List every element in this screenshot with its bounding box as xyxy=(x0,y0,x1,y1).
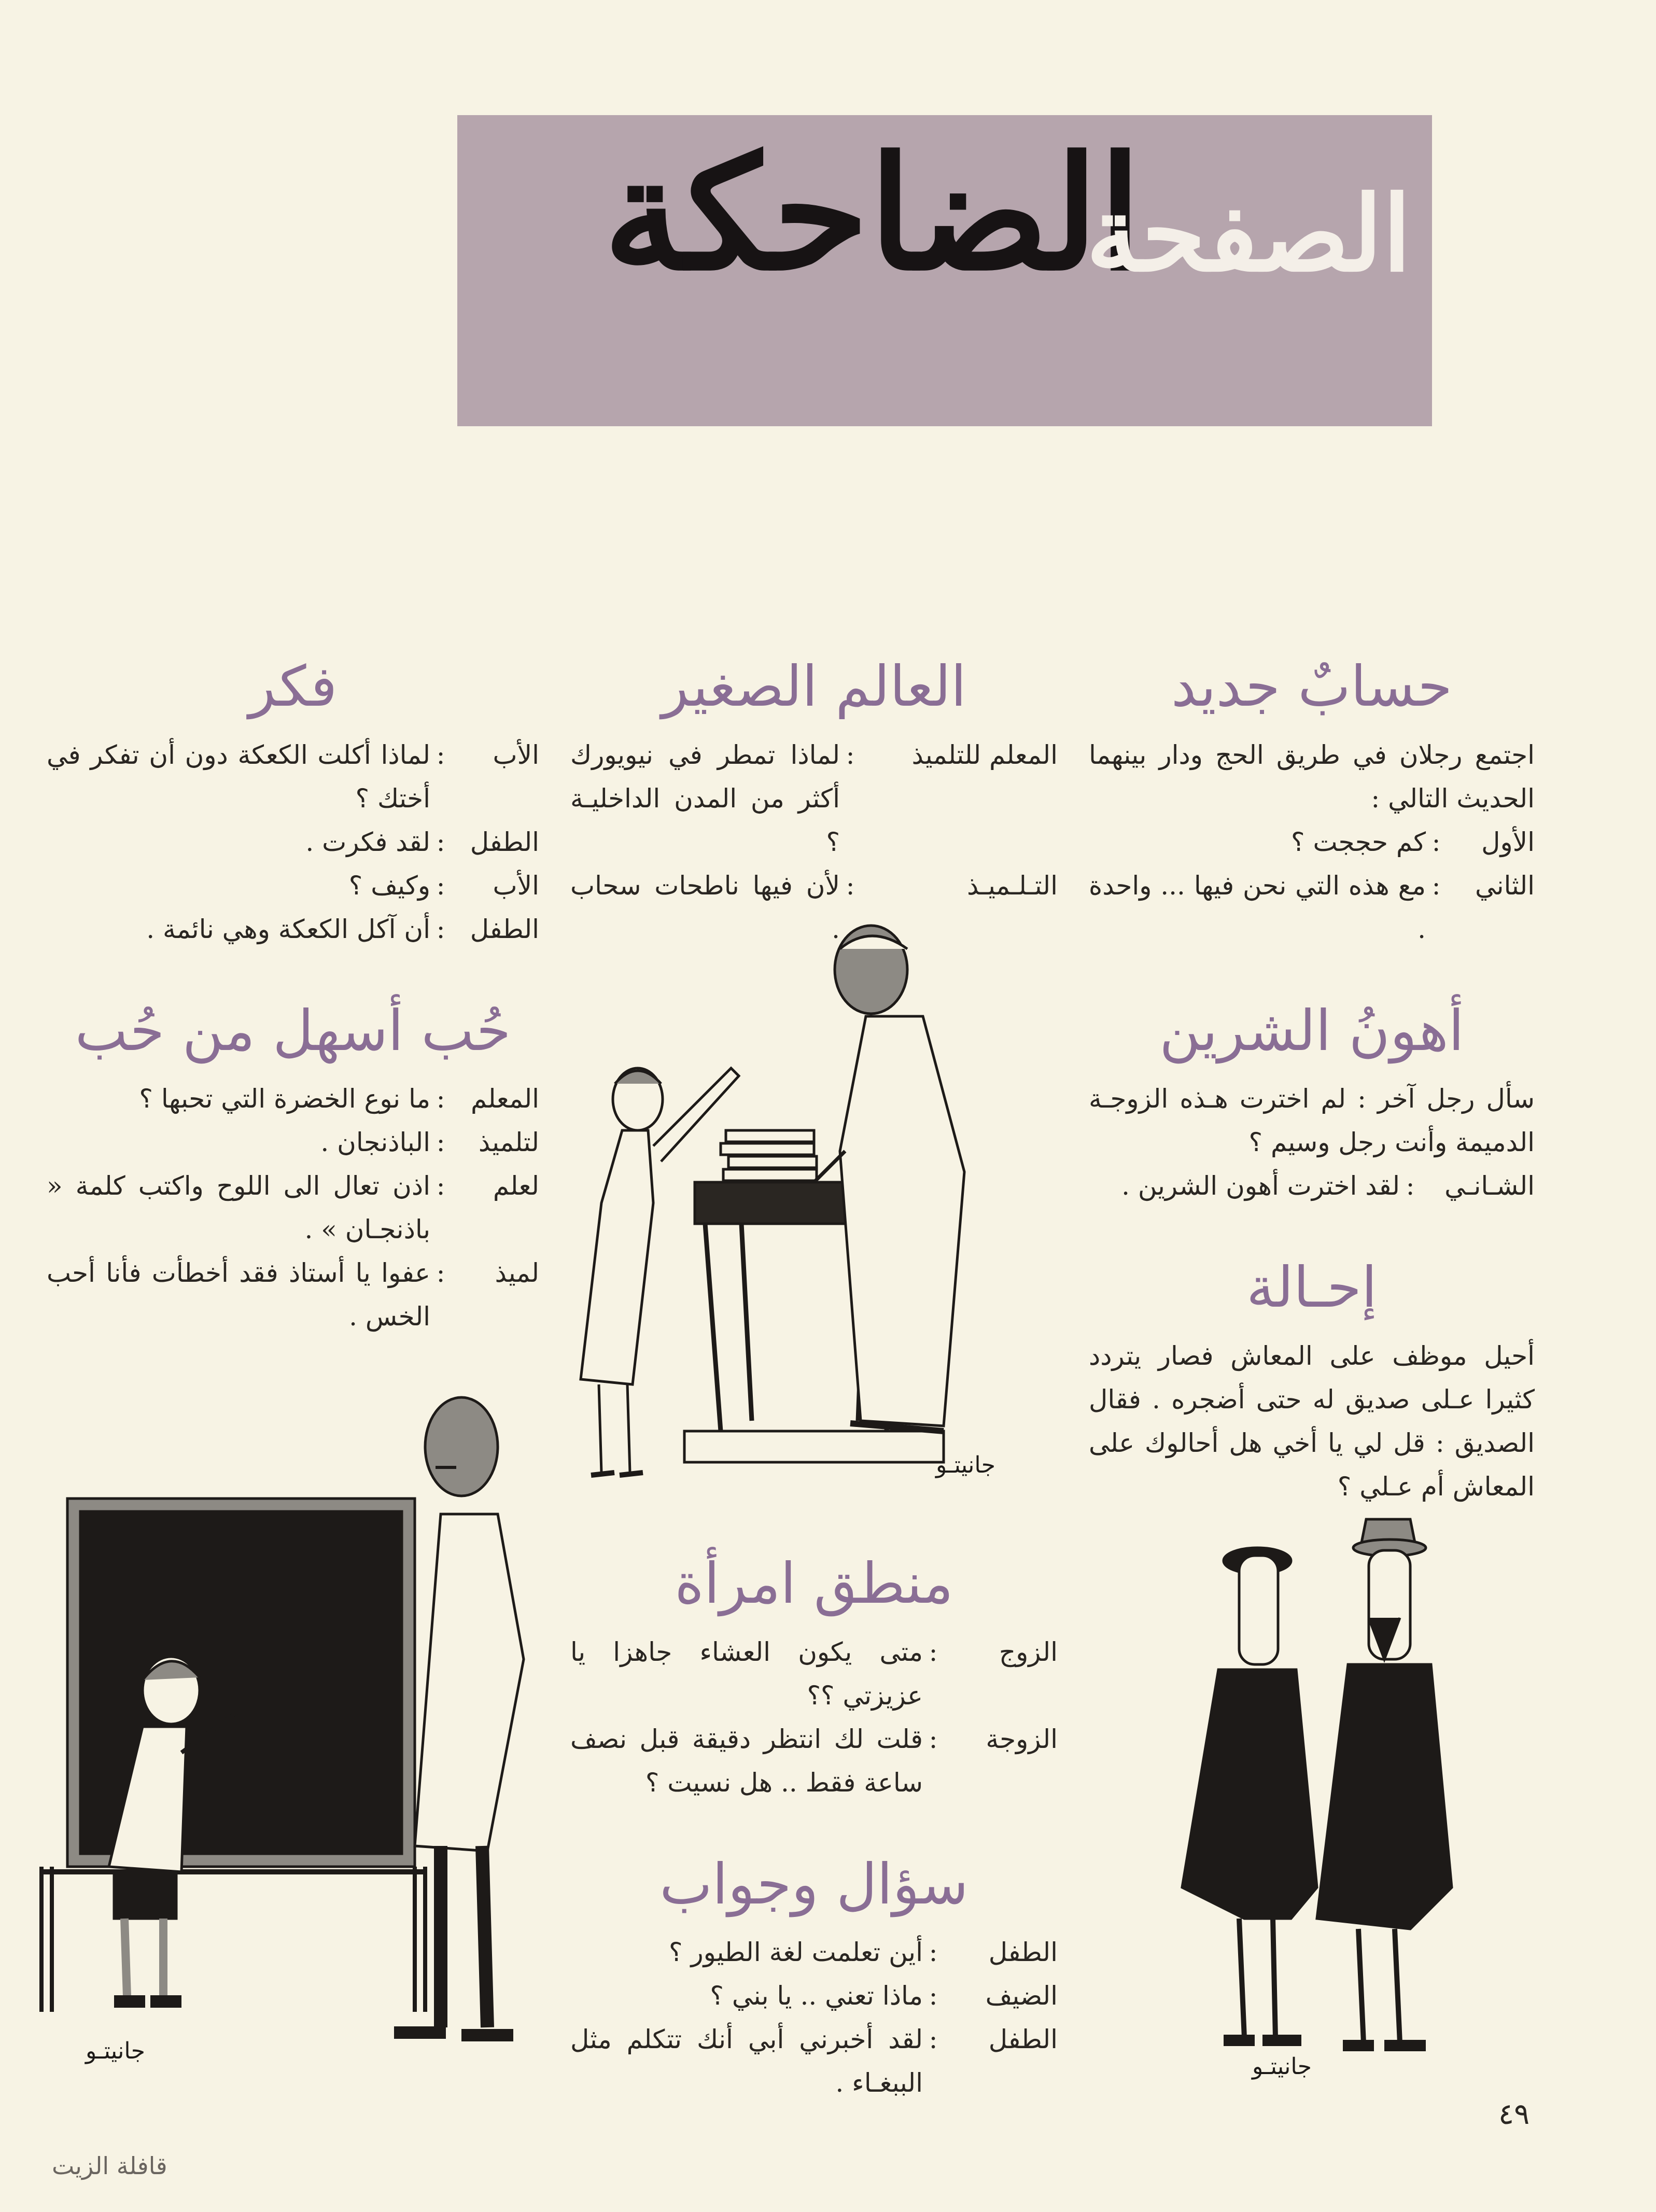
utterance: عفوا يا أستاذ فقد أخطأت فأنا أحب الخس . xyxy=(47,1258,430,1332)
section-ahwan xyxy=(1089,998,1535,1208)
section-sual xyxy=(570,1851,1058,2105)
dialogue-line: لتلميذ : الباذنجان . xyxy=(47,1121,539,1164)
speaker: الشـانـي xyxy=(1444,1171,1535,1201)
ihala-text: أحيل موظف على المعاش فصار يتردد كثيرا عـلى صديق له حتى أضجره . فقال الصديق : قل لي يا أخي هل أحالوك على المعاش أم عـلي ؟ xyxy=(1089,1340,1535,1502)
cartoon-teacher-desk xyxy=(570,913,1037,1499)
right-column xyxy=(1089,653,1535,1555)
dialogue-line: الأب : لماذا أكلت الكعكة دون أن تفكر في أختك ؟ xyxy=(47,733,539,820)
section-mantiq xyxy=(570,1550,1058,1804)
speaker: الضيف xyxy=(985,1981,1058,2011)
dialogue-line: التـلـميـذ : لأن فيها ناطحات سحاب . xyxy=(570,864,1058,951)
heading-ahwan: أهونُ الشرين xyxy=(1159,998,1464,1063)
cartoon-blackboard xyxy=(31,1390,550,2064)
speaker: الطفل xyxy=(470,914,539,944)
dialogue-line: الثاني : مع هذه التي نحن فيها ... واحدة . xyxy=(1089,864,1535,951)
speaker: المعلم للتلميذ xyxy=(911,739,1058,770)
utterance: لأن فيها ناطحات سحاب . xyxy=(570,870,840,944)
heading-alam: العالم الصغير xyxy=(662,654,966,719)
logo-title-sub: الصفحة xyxy=(1086,173,1411,295)
heading-fakkar: فكر xyxy=(248,654,338,719)
dialogue-line: الطفل : لقد فكرت . xyxy=(47,820,539,864)
dialogue-line: لعلم : اذن تعال الى اللوح واكتب كلمة « باذنجـان » . xyxy=(47,1164,539,1251)
utterance: ماذا تعني .. يا بني ؟ xyxy=(710,1981,923,2011)
utterance: أين تعلمت لغة الطيور ؟ xyxy=(669,1937,923,1968)
heading-mantiq: منطق امرأة xyxy=(675,1551,953,1616)
speaker: الطفل xyxy=(470,827,539,857)
dialogue-line: الأول : كم حججت ؟ xyxy=(1089,820,1535,864)
utterance: لقد أخبرني أبي أنك تتكلم مثل الببغـاء . xyxy=(570,2024,923,2098)
dialogue-line: الزوج : متى يكون العشاء جاهزا يا عزيزتي ؟؟ xyxy=(570,1630,1058,1717)
speaker: لميذ xyxy=(495,1258,539,1289)
speaker: لعلم xyxy=(493,1171,539,1201)
speaker: الأب xyxy=(493,870,539,901)
utterance: قلت لك انتظر دقيقة قبل نصف ساعة فقط .. هل نسيت ؟ xyxy=(570,1724,923,1798)
utterance: الباذنجان . xyxy=(320,1127,430,1158)
section-ihala xyxy=(1089,1254,1535,1508)
utterance: لماذا أكلت الكعكة دون أن تفكر في أختك ؟ xyxy=(47,739,430,814)
ahwan-question: سأل رجل آخر : لم اخترت هـذه الزوجـة الدميمة وأنت رجل وسيم ؟ xyxy=(1089,1084,1535,1158)
heading-ihala: إحـالة xyxy=(1246,1255,1378,1321)
page-number: ٤٩ xyxy=(1498,2097,1530,2131)
section-alam xyxy=(570,653,1058,951)
section-hubb xyxy=(47,998,539,1339)
signature-2: جانيتـو xyxy=(1252,2053,1312,2080)
speaker: لتلميذ xyxy=(478,1127,539,1158)
section-hisab xyxy=(1089,653,1535,951)
signature-1: جانيتـو xyxy=(935,1452,995,1478)
heading-hubb: حُب أسهل من حُب xyxy=(75,998,511,1063)
dialogue-line: الطفل : أين تعلمت لغة الطيور ؟ xyxy=(570,1930,1058,1974)
speaker: الزوج xyxy=(999,1636,1058,1667)
title-band xyxy=(457,115,1432,426)
speaker: الأب xyxy=(493,739,539,770)
dialogue-line: المعلم : ما نوع الخضرة التي تحبها ؟ xyxy=(47,1077,539,1121)
speaker: الطفل xyxy=(988,2024,1058,2055)
utterance: أن آكل الكعكة وهي نائمة . xyxy=(146,914,430,944)
left-column xyxy=(47,653,539,1385)
middle-column-bottom xyxy=(570,1550,1058,2151)
speaker: الثاني xyxy=(1475,870,1535,901)
speaker: التـلـميـذ xyxy=(967,870,1058,901)
speaker: الزوجة xyxy=(986,1724,1058,1754)
logo-title-main: الضاحكة xyxy=(603,122,1142,305)
utterance: ما نوع الخضرة التي تحبها ؟ xyxy=(139,1084,430,1114)
utterance: وكيف ؟ xyxy=(348,870,430,901)
dialogue-line: الطفل : أن آكل الكعكة وهي نائمة . xyxy=(47,907,539,951)
utterance: لقد فكرت . xyxy=(305,827,430,857)
utterance: لماذا تمطر في نيويورك أكثر من المدن الداخليـة ؟ xyxy=(570,739,840,857)
utterance: لقد اخترت أهون الشرين . xyxy=(1121,1171,1400,1201)
dialogue-line: الزوجة : قلت لك انتظر دقيقة قبل نصف ساعة فقط .. هل نسيت ؟ xyxy=(570,1717,1058,1804)
section-fakkar xyxy=(47,653,539,951)
heading-sual: سؤال وجواب xyxy=(659,1852,969,1917)
dialogue-line: الضيف : ماذا تعني .. يا بني ؟ xyxy=(570,1974,1058,2018)
dialogue-line: الطفل : لقد أخبرني أبي أنك تتكلم مثل الببغـاء . xyxy=(570,2018,1058,2105)
speaker: الأول xyxy=(1481,827,1535,857)
cartoon-two-gentlemen xyxy=(1161,1524,1504,2084)
utterance: مع هذه التي نحن فيها ... واحدة . xyxy=(1089,870,1426,944)
signature-3: جانيتـو xyxy=(85,2038,145,2064)
utterance: اذن تعال الى اللوح واكتب كلمة « باذنجـان » . xyxy=(47,1171,430,1245)
heading-hisab: حسابٌ جديد xyxy=(1171,654,1453,719)
utterance: متى يكون العشاء جاهزا يا عزيزتي ؟؟ xyxy=(570,1636,923,1711)
hisab-intro: اجتمع رجلان في طريق الحج ودار بينهما الحديث التالي : xyxy=(1089,739,1535,814)
dialogue-line: المعلم للتلميذ : لماذا تمطر في نيويورك أكثر من المدن الداخليـة ؟ xyxy=(570,733,1058,864)
utterance: كم حججت ؟ xyxy=(1291,827,1426,857)
dialogue-line: الأب : وكيف ؟ xyxy=(47,864,539,907)
magazine-name: قافلة الزيت xyxy=(52,2152,167,2180)
dialogue-line: لميذ : عفوا يا أستاذ فقد أخطأت فأنا أحب الخس . xyxy=(47,1251,539,1338)
speaker: المعلم xyxy=(471,1084,539,1114)
dialogue-line: الشـانـي : لقد اخترت أهون الشرين . xyxy=(1089,1164,1535,1208)
speaker: الطفل xyxy=(988,1937,1058,1968)
